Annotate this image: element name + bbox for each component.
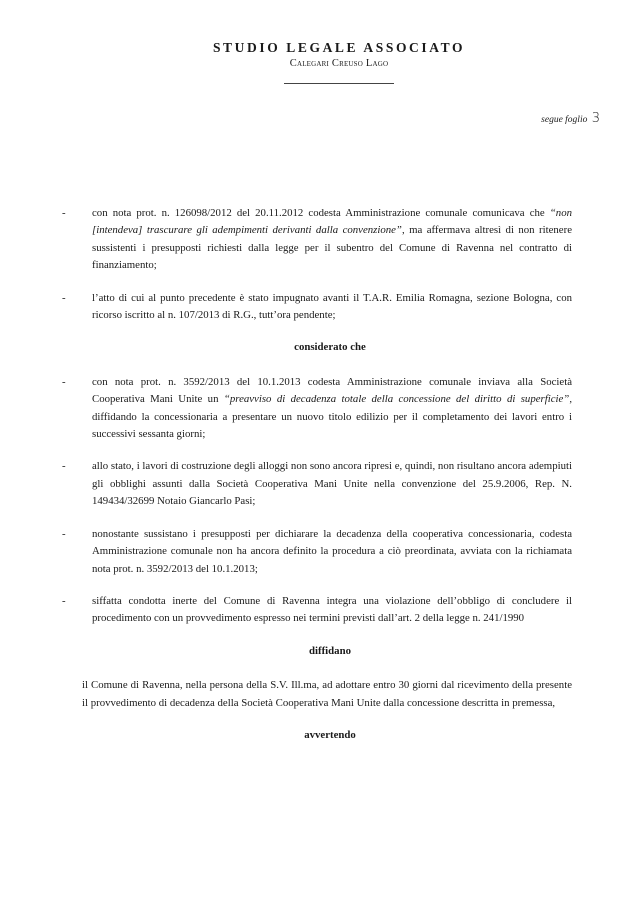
section-heading-diffidano: diffidano (308, 644, 351, 657)
letter-body (52, 205, 572, 761)
list-dash: - (62, 527, 66, 540)
list-dash: - (62, 207, 66, 219)
item-quote: “preavviso di decadenza totale della concessione del diritto di superficie” (223, 393, 570, 406)
folio-label: segue foglio (541, 115, 588, 125)
item-text: con nota prot. n. 126098/2012 del 20.11.2012 codesta Amministrazione comunale comunicava che (92, 207, 550, 219)
item-text: nonostante sussistano i presupposti per dichiarare la decadenza della cooperativa concessionaria, codesta Amministrazione comunale non ha ancora definito la procedura a ciò preordinata, avviata con la richiamata nota prot. n. 3592/2013 del 10.1.2013; (92, 527, 572, 575)
list-dash: - (62, 375, 66, 388)
page-continuation-note (541, 111, 600, 126)
item-text: l’atto di cui al punto precedente è stato impugnato avanti il T.A.R. Emilia Romagna, sezione Bologna, con ricorso iscritto al n. 107/2013 di R.G., tutt’ora pendente; (92, 291, 572, 322)
letterhead-rule (284, 83, 394, 84)
item-quote: “non [intendeva] trascurare gli adempimenti derivanti dalla convenzione” (92, 207, 572, 237)
list-item (52, 593, 572, 628)
list-dash: - (62, 291, 66, 304)
folio-number: 3 (591, 111, 600, 126)
list-item (52, 374, 572, 444)
item-text-tail: , diffidando la concessionaria a presentare un nuovo titolo edilizio per il completamento dei lavori entro i successivi sessanta giorni; (92, 393, 573, 441)
letterhead (0, 40, 638, 84)
list-dash: - (62, 594, 66, 607)
section-heading-considerato: considerato che (294, 341, 366, 354)
item-text: con nota prot. n. 3592/2013 del 10.1.2013 codesta Amministrazione comunale inviava alla Società Cooperativa Mani Unite un (92, 375, 572, 406)
item-text: siffatta condotta inerte del Comune di Ravenna integra una violazione dell’obbligo di concludere il procedimento con un provvedimento espresso nei termini previsti dall’art. 2 della legge n. 241/1990 (92, 594, 572, 625)
list-dash: - (62, 460, 66, 473)
item-text: allo stato, i lavori di costruzione degli alloggi non sono ancora ripresi e, quindi, non risultano ancora adempiuti gli obblighi assunti dalla Società Cooperativa Mani Unite nella convenzione del 25.9.2006, Rep. N. 149434/32699 Notaio Giancarlo Pasi; (92, 460, 572, 508)
section-heading-avvertendo: avvertendo (304, 728, 356, 741)
firm-name: STUDIO LEGALE ASSOCIATO (212, 40, 466, 55)
list-item (52, 526, 572, 578)
paragraph: il Comune di Ravenna, nella persona della S.V. Ill.ma, ad adottare entro 30 giorni dal ricevimento della presente il provvedimento di decadenza della Società Cooperativa Mani Unite dalla concessione descritta in premessa, (82, 679, 572, 709)
item-text-tail: , ma affermava altresì di non ritenere sussistenti i presupposti richiesti dalla legge per il subentro del Comune di Ravenna nel contratto di finanziamento; (92, 224, 572, 272)
list-item (52, 290, 572, 325)
list-item (52, 458, 572, 510)
list-item (52, 205, 572, 275)
firm-partners: Calegari Creuso Lago (289, 58, 389, 69)
